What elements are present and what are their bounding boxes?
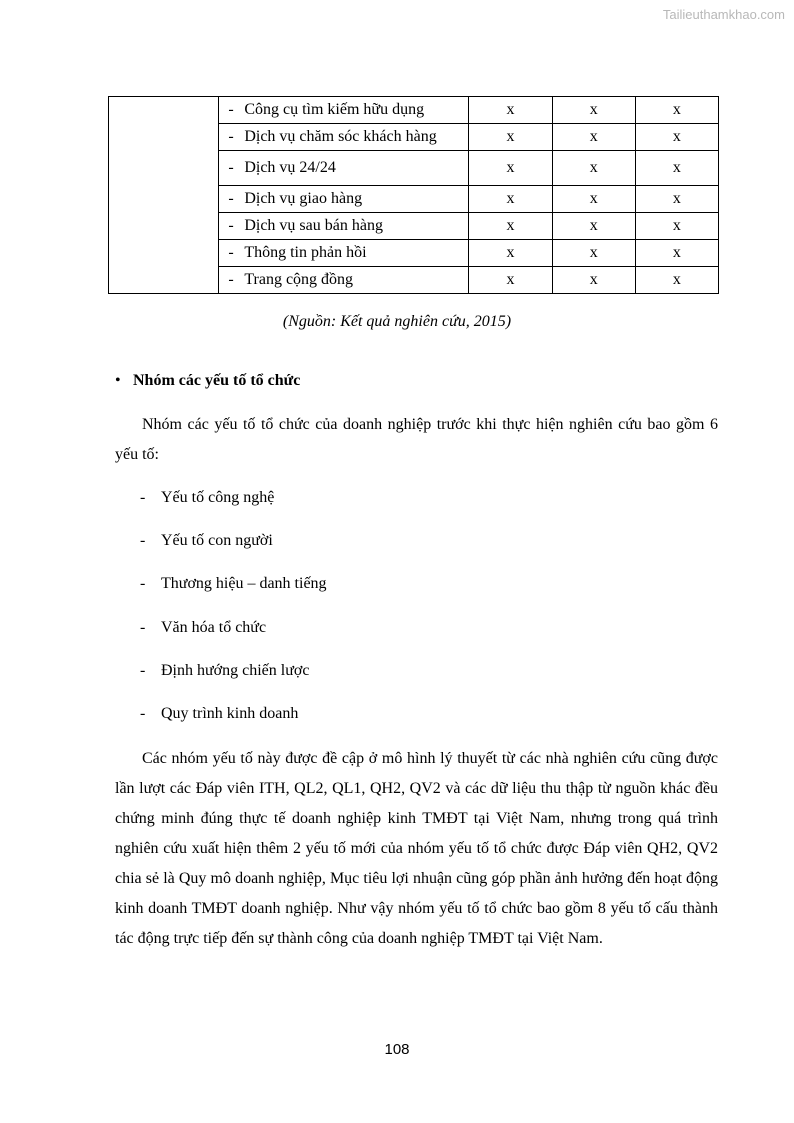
mark-cell: x [552,186,635,213]
table-row [109,97,719,124]
list-item [140,662,309,680]
watermark: Tailieuthamkhao.com [662,7,785,22]
mark-cell: x [469,151,552,186]
mark-cell: x [469,124,552,151]
list-item-text: Văn hóa tổ chức [161,619,267,636]
group-cell [109,97,219,294]
mark-cell: x [552,240,635,267]
mark-cell: x [635,124,718,151]
dash: - [140,619,146,636]
row-label: Công cụ tìm kiếm hữu dụng [244,101,425,118]
mark-cell: x [552,124,635,151]
table-source-caption: (Nguồn: Kết quả nghiên cứu, 2015) [282,313,512,330]
dash: - [140,662,146,679]
mark-cell: x [552,97,635,124]
list-item-text: Yếu tố con người [161,532,273,549]
row-label-cell [219,213,469,240]
list-item-text: Quy trình kinh doanh [161,705,299,722]
intro-paragraph: Nhóm các yếu tố tổ chức của doanh nghiệp trước khi thực hiện nghiên cứu bao gồm 6 yếu tố: [115,416,718,463]
row-label: Thông tin phản hồi [244,244,367,261]
dash: - [228,101,234,118]
row-label-cell [219,240,469,267]
row-label-cell [219,267,469,294]
mark-cell: x [469,186,552,213]
dash: - [228,159,234,176]
mark-cell: x [635,151,718,186]
mark-cell: x [552,267,635,294]
mark-cell: x [552,151,635,186]
list-item [140,489,274,507]
bullet-icon: • [115,372,121,389]
row-label: Dịch vụ chăm sóc khách hàng [244,128,437,145]
mark-cell: x [469,97,552,124]
list-item [140,575,327,593]
dash: - [228,271,234,288]
page-number: 108 [384,1041,410,1058]
dash: - [228,217,234,234]
row-label-cell [219,97,469,124]
mark-cell: x [469,213,552,240]
row-label-cell [219,151,469,186]
list-item [140,705,298,723]
list-item-text: Thương hiệu – danh tiếng [161,575,327,592]
conclusion-paragraph: Các nhóm yếu tố này được đề cập ở mô hình lý thuyết từ các nhà nghiên cứu cũng được lần lượt các Đáp viên ITH, QL2, QL1, QH2, QV2 và các dữ liệu thu thập từ nguồn khác đều chứng minh đúng thực tế doanh nghiệp kinh TMĐT tại Việt Nam, nhưng trong quá trình nghiên cứu xuất hiện thêm 2 yếu tố mới của nhóm yếu tố tổ chức được Đáp viên QH2, QV2 chia sẻ là Quy mô doanh nghiệp, Mục tiêu lợi nhuận cũng góp phần ảnh hưởng đến hoạt động kinh doanh TMĐT doanh nghiệp. Như vậy nhóm yếu tố tổ chức bao gồm 8 yếu tố cấu thành tác động trực tiếp đến sự thành công của doanh nghiệp TMĐT tại Việt Nam. [115,750,718,947]
dash: - [228,128,234,145]
mark-cell: x [635,97,718,124]
row-label: Dịch vụ 24/24 [244,159,336,176]
dash: - [140,532,146,549]
row-label: Dịch vụ giao hàng [244,190,363,207]
section-heading [115,372,300,390]
row-label: Trang cộng đồng [244,271,354,288]
list-item [140,532,273,550]
list-item-text: Định hướng chiến lược [161,662,310,679]
dash: - [228,190,234,207]
list-item-text: Yếu tố công nghệ [161,489,275,506]
mark-cell: x [469,267,552,294]
mark-cell: x [635,267,718,294]
dash: - [140,705,146,722]
mark-cell: x [635,213,718,240]
dash: - [140,575,146,592]
list-item [140,619,266,637]
dash: - [228,244,234,261]
dash: - [140,489,146,506]
mark-cell: x [552,213,635,240]
row-label-cell [219,124,469,151]
criteria-table [108,96,719,294]
mark-cell: x [635,186,718,213]
row-label-cell [219,186,469,213]
section-heading-text: Nhóm các yếu tố tổ chức [133,372,301,389]
mark-cell: x [469,240,552,267]
row-label: Dịch vụ sau bán hàng [244,217,383,234]
mark-cell: x [635,240,718,267]
